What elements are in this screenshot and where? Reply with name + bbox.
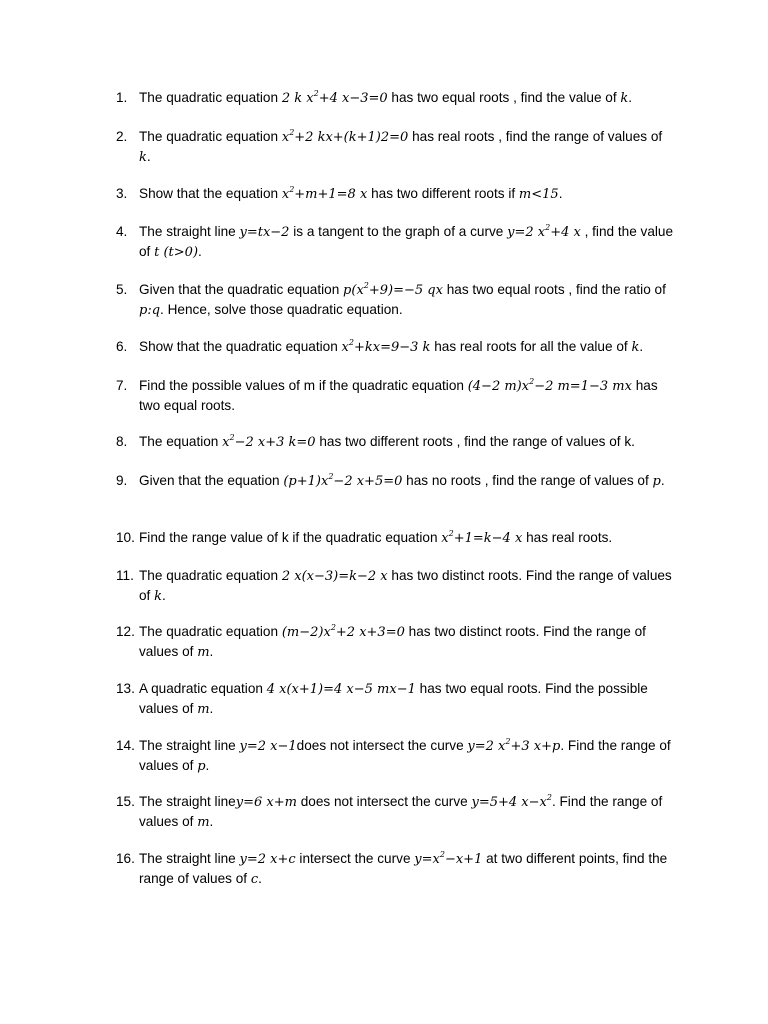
question-number: 8.	[116, 434, 128, 449]
question-16	[116, 849, 676, 889]
question-text: The straight line y=tx−2 is a tangent to the graph of a curve y=2 $x^2+4$ x , find the value of t (t>0).	[139, 223, 674, 260]
question-number: 1.	[116, 90, 128, 105]
question-number: 16.	[116, 851, 135, 866]
question-text: The quadratic equation $(m-2)x^2+2$ x+3=0 has two distinct roots. Find the range of values of m.	[139, 623, 646, 660]
question-number: 14.	[116, 738, 135, 753]
question-13	[116, 679, 676, 719]
question-10	[116, 528, 676, 548]
question-text: The equation $x^2-2$ x+3 k=0 has two different roots , find the range of values of k.	[139, 433, 635, 450]
question-14	[116, 736, 676, 776]
question-number: 9.	[116, 473, 128, 488]
question-number: 5.	[116, 282, 128, 297]
question-number: 11.	[116, 568, 134, 583]
question-text: The quadratic equation $x^2+2$ kx+(k+1)2=0 has real roots , find the range of values of k.	[139, 128, 663, 165]
question-text: Show that the quadratic equation $x^2+kx=9-3$ k has real roots for all the value of k.	[139, 338, 644, 355]
question-6	[116, 337, 676, 357]
question-11	[116, 566, 676, 606]
question-text: Given that the equation $(p+1)x^2-2$ x+5=0 has no roots , find the range of values of p.	[139, 472, 665, 489]
question-9	[116, 471, 676, 491]
question-number: 10.	[116, 530, 135, 545]
question-text: The quadratic equation 2 x(x−3)=k−2 x has two distinct roots. Find the range of values of k.	[139, 568, 672, 604]
question-2	[116, 127, 676, 167]
question-number: 3.	[116, 186, 128, 201]
question-5	[116, 280, 676, 320]
question-text: Find the range value of k if the quadratic equation $x^2+1=k-4$ x has real roots.	[139, 529, 613, 546]
question-number: 13.	[116, 681, 135, 696]
question-number: 6.	[116, 339, 128, 354]
question-text: The straight line y=2 x+c intersect the curve $y=x^2-x+1$ at two different points, find the range of values of c.	[139, 850, 668, 887]
question-7	[116, 376, 676, 415]
question-text: Show that the equation $x^2+m+1=8$ x has two different roots if m<15.	[139, 185, 563, 202]
question-3	[116, 184, 676, 204]
question-1	[116, 88, 676, 108]
question-number: 12.	[116, 624, 135, 639]
question-8	[116, 432, 676, 452]
question-text: Given that the quadratic equation $p(x^2+9)=-5$ qx has two equal roots , find the ratio of p:q. Hence, solve those quadratic equation.	[139, 281, 666, 318]
question-15	[116, 792, 676, 832]
question-text: The straight liney=6 x+m does not intersect the curve y=5+4 $x-x^2$. Find the range of values of m.	[139, 793, 663, 830]
question-number: 4.	[116, 224, 128, 239]
question-12	[116, 622, 676, 662]
question-text: The quadratic equation 2 k $x^2+4$ x−3=0 has two equal roots , find the value of k.	[139, 89, 633, 106]
question-text: A quadratic equation 4 x(x+1)=4 x−5 mx−1 has two equal roots. Find the possible values of m.	[139, 681, 648, 717]
question-text: Find the possible values of m if the quadratic equation (4−2 $m)x^2-2$ m=1−3 mx has two equal roots.	[139, 377, 658, 413]
question-number: 15.	[116, 794, 135, 809]
question-number: 7.	[116, 378, 128, 393]
question-text: The straight line y=2 x−1does not intersect the curve y=2 $x^2+3$ x+p. Find the range of values of p.	[139, 737, 671, 774]
question-number: 2.	[116, 129, 128, 144]
question-4	[116, 222, 676, 262]
